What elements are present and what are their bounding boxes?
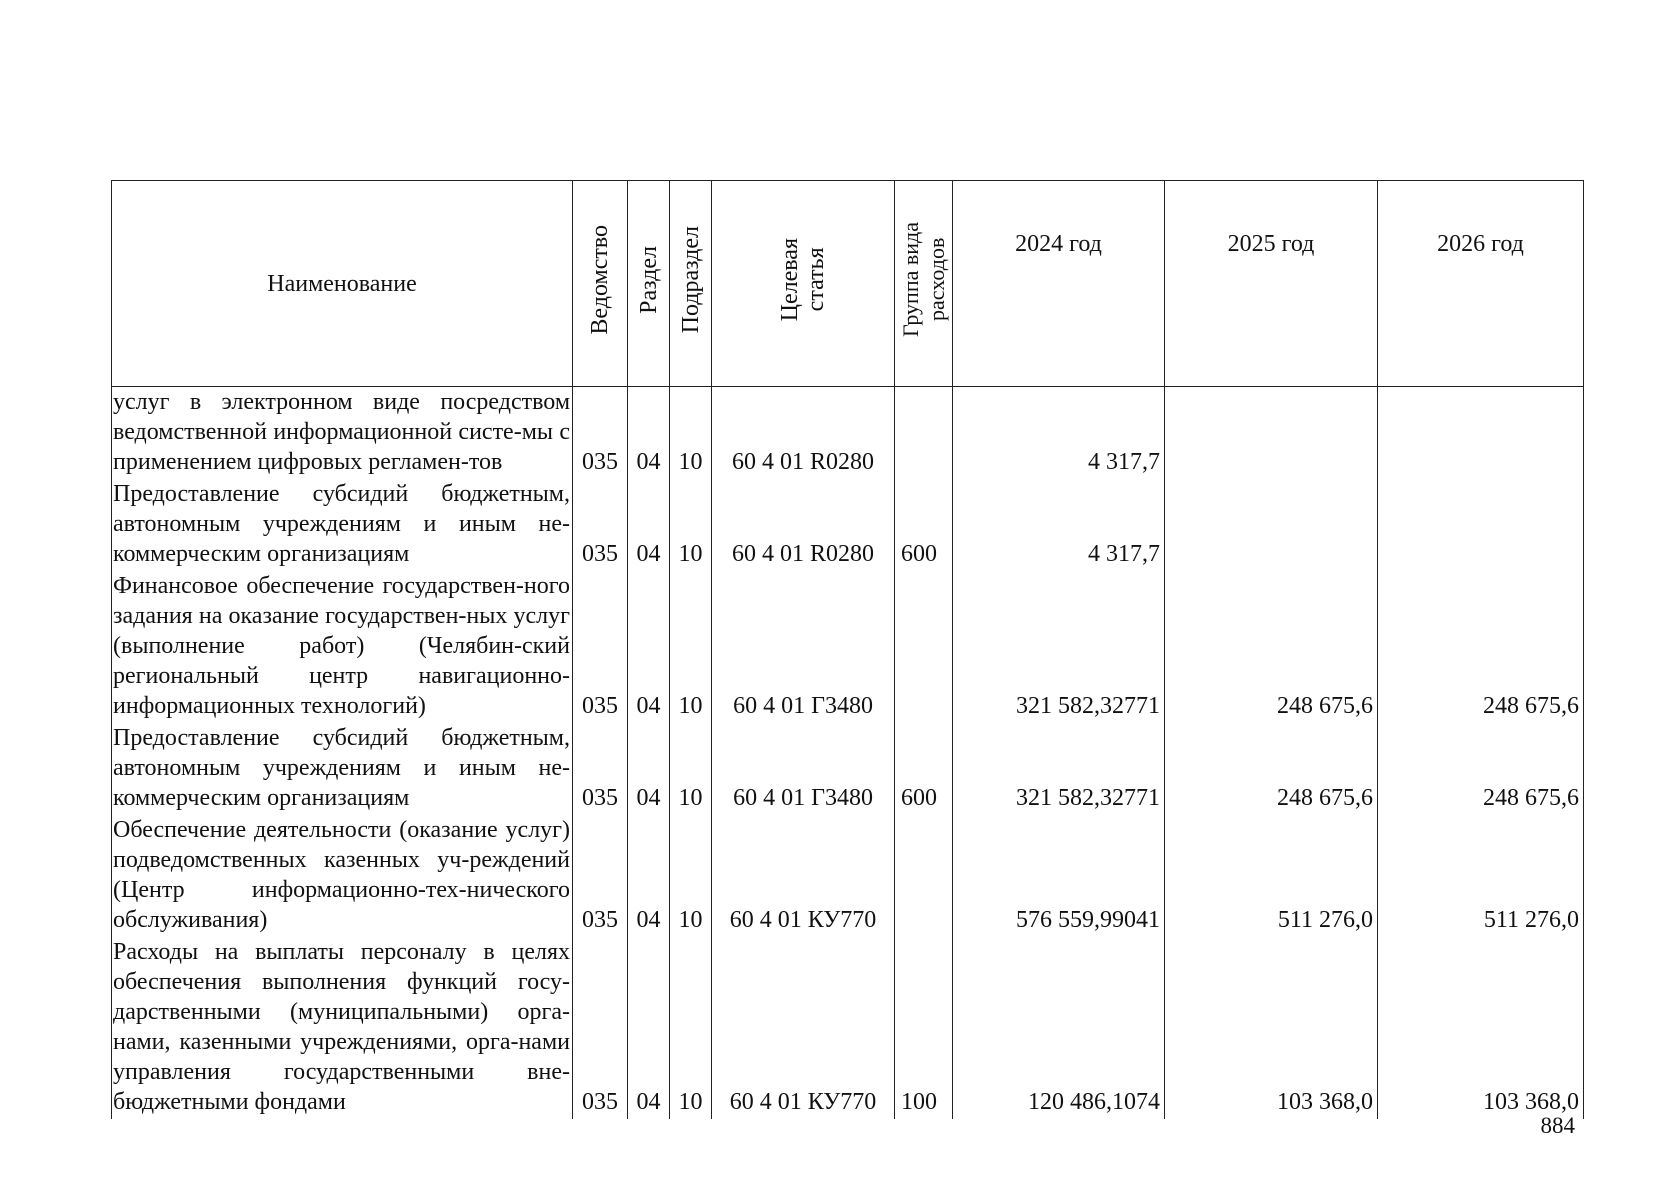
budget-table [111,180,1584,1119]
row-gruppa [895,387,953,480]
row-name: Финансовое обеспечение государствен-ного задания на оказание государствен-ных услуг (выполнение работ) (Челябин-ский региональный центр навигационно-информационных технологий) [112,571,573,723]
row-gruppa: 100 [895,937,953,1119]
row-2025 [1165,387,1378,480]
row-name: Расходы на выплаты персоналу в целях обеспечения выполнения функций госу-дарственными (муниципальными) орга-нами, казенными учреждениями, орга-нами управления государственными вне-бюджетными фондами [112,937,573,1119]
row-razdel: 04 [628,815,670,937]
row-razdel: 04 [628,723,670,815]
row-gruppa [895,815,953,937]
header-2025-label: 2025 год [1227,231,1315,257]
header-tselevaya-line1: Целевая [777,237,803,322]
row-2026: 248 675,6 [1378,571,1584,723]
row-2024: 321 582,32771 [953,571,1165,723]
row-vedomstvo: 035 [573,937,628,1119]
row-razdel: 04 [628,937,670,1119]
row-2024: 120 486,1074 [953,937,1165,1119]
header-razdel-label: Раздел [635,245,662,314]
header-gruppa-line1: Группа вида [897,222,923,337]
row-podrazdel: 10 [670,815,712,937]
row-vedomstvo: 035 [573,571,628,723]
header-podrazdel [670,181,712,387]
table-row [112,815,1584,937]
row-2026: 248 675,6 [1378,723,1584,815]
header-tselevaya [712,181,895,387]
row-2026 [1378,479,1584,571]
row-gruppa [895,571,953,723]
row-2025: 511 276,0 [1165,815,1378,937]
row-2024: 4 317,7 [953,479,1165,571]
table-row [112,937,1584,1119]
row-tselevaya: 60 4 01 R0280 [712,387,895,480]
header-tselevaya-label [777,238,829,321]
row-podrazdel: 10 [670,937,712,1119]
header-name [112,181,573,387]
row-tselevaya: 60 4 01 КУ770 [712,937,895,1119]
row-podrazdel: 10 [670,571,712,723]
header-gruppa-label [898,222,950,337]
header-2025 [1165,181,1378,387]
header-podrazdel-label: Подраздел [677,225,704,334]
row-2025: 248 675,6 [1165,571,1378,723]
row-tselevaya: 60 4 01 Г3480 [712,571,895,723]
row-razdel: 04 [628,571,670,723]
header-gruppa [895,181,953,387]
row-2026 [1378,387,1584,480]
row-2024: 4 317,7 [953,387,1165,480]
header-razdel [628,181,670,387]
header-2024-label: 2024 год [1015,231,1102,257]
header-vedomstvo [573,181,628,387]
row-2025 [1165,479,1378,571]
header-vedomstvo-label: Ведомство [587,224,613,335]
table-row [112,571,1584,723]
row-tselevaya: 60 4 01 Г3480 [712,723,895,815]
row-vedomstvo: 035 [573,723,628,815]
table-header-row [112,181,1584,387]
row-tselevaya: 60 4 01 R0280 [712,479,895,571]
row-2026: 511 276,0 [1378,815,1584,937]
row-gruppa: 600 [895,723,953,815]
row-tselevaya: 60 4 01 КУ770 [712,815,895,937]
header-gruppa-line2: расходов [923,237,949,322]
header-name-label: Наименование [267,270,417,297]
page-number: 884 [1540,1113,1575,1138]
row-vedomstvo: 035 [573,479,628,571]
row-razdel: 04 [628,479,670,571]
row-podrazdel: 10 [670,479,712,571]
row-gruppa: 600 [895,479,953,571]
row-vedomstvo: 035 [573,387,628,480]
table-row [112,479,1584,571]
row-name: услуг в электронном виде посредством ведомственной информационной систе-мы с применением цифровых регламен-тов [112,387,573,480]
row-2025: 103 368,0 [1165,937,1378,1119]
row-2024: 576 559,99041 [953,815,1165,937]
row-podrazdel: 10 [670,387,712,480]
row-name: Предоставление субсидий бюджетным, автономным учреждениям и иным не-коммерческим организациям [112,723,573,815]
row-razdel: 04 [628,387,670,480]
row-name: Обеспечение деятельности (оказание услуг) подведомственных казенных уч-реждений (Центр информационно-тех-нического обслуживания) [112,815,573,937]
header-2026-label: 2026 год [1437,231,1524,257]
row-2025: 248 675,6 [1165,723,1378,815]
table-row [112,723,1584,815]
row-2024: 321 582,32771 [953,723,1165,815]
header-2024 [953,181,1165,387]
row-2026: 103 368,0 [1378,937,1584,1119]
header-2026 [1378,181,1584,387]
table-row [112,387,1584,480]
row-vedomstvo: 035 [573,815,628,937]
row-name: Предоставление субсидий бюджетным, автономным учреждениям и иным не-коммерческим организациям [112,479,573,571]
header-tselevaya-line2: статья [803,247,829,312]
row-podrazdel: 10 [670,723,712,815]
